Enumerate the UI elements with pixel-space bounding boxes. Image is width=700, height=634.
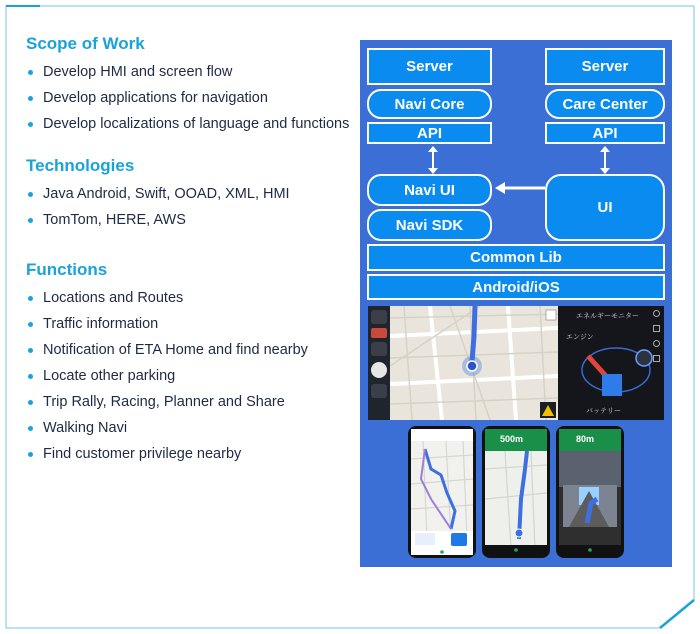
navi-sdk-box: Navi SDK <box>367 209 492 241</box>
technologies-section <box>26 156 356 230</box>
android-ios-box: Android/iOS <box>367 274 665 300</box>
care-center-box: Care Center <box>545 89 665 119</box>
bullet-icon <box>28 348 33 353</box>
functions-title: Functions <box>26 260 108 279</box>
list-item: Walking Navi <box>26 419 356 438</box>
server-right-box: Server <box>545 48 665 85</box>
list-item: Develop HMI and screen flow <box>26 63 356 82</box>
navi-ui-box: Navi UI <box>367 174 492 206</box>
bullet-icon <box>28 70 33 75</box>
energy-flow-icon <box>568 336 658 406</box>
list-item: Trip Rally, Racing, Planner and Share <box>26 393 356 412</box>
route-map <box>411 429 473 555</box>
right-icon-rail <box>653 310 661 410</box>
arrow-left-icon <box>493 181 545 195</box>
phone-screenshot-camera <box>556 426 624 558</box>
list-item: Locate other parking <box>26 367 356 386</box>
bullet-icon <box>28 400 33 405</box>
functions-section <box>26 260 356 464</box>
energy-monitor-panel <box>558 306 664 420</box>
scope-title: Scope of Work <box>26 34 145 53</box>
list-item: Locations and Routes <box>26 289 356 308</box>
list-item: Traffic information <box>26 315 356 334</box>
bullet-icon <box>28 322 33 327</box>
scope-section <box>26 34 356 134</box>
bidirectional-arrow-icon <box>604 147 606 173</box>
api-left-box: API <box>367 122 492 144</box>
car-widget-column <box>368 306 390 420</box>
api-right-box: API <box>545 122 665 144</box>
battery-label: バッテリー <box>586 408 621 415</box>
list-item: Develop applications for navigation <box>26 89 356 108</box>
bullet-icon <box>28 218 33 223</box>
bullet-icon <box>28 192 33 197</box>
text-column <box>26 34 356 486</box>
bullet-icon <box>28 374 33 379</box>
bullet-icon <box>28 296 33 301</box>
bullet-icon <box>28 426 33 431</box>
energy-monitor-title: エネルギーモニター <box>576 313 639 320</box>
car-display-screenshot <box>368 306 664 420</box>
turn-distance: 80m <box>576 434 595 444</box>
list-item: Notification of ETA Home and find nearby <box>26 341 356 360</box>
list-item: Develop localizations of language and functions <box>26 115 356 134</box>
list-item: Java Android, Swift, OOAD, XML, HMI <box>26 185 356 204</box>
turn-map <box>485 429 547 555</box>
turn-distance: 500m <box>500 434 524 444</box>
common-lib-box: Common Lib <box>367 244 665 271</box>
navi-core-box: Navi Core <box>367 89 492 119</box>
list-item: Find customer privilege nearby <box>26 445 356 464</box>
phone-screenshot-route <box>408 426 476 558</box>
camera-view <box>559 429 621 555</box>
engine-label: エンジン <box>566 334 594 341</box>
navigation-map <box>390 306 558 420</box>
technologies-title: Technologies <box>26 156 135 175</box>
bidirectional-arrow-icon <box>432 147 434 173</box>
ui-box: UI <box>545 174 665 241</box>
bullet-icon <box>28 452 33 457</box>
server-left-box: Server <box>367 48 492 85</box>
bullet-icon <box>28 96 33 101</box>
architecture-panel <box>360 40 672 567</box>
bullet-icon <box>28 122 33 127</box>
list-item: TomTom, HERE, AWS <box>26 211 356 230</box>
phone-screenshot-turn <box>482 426 550 558</box>
